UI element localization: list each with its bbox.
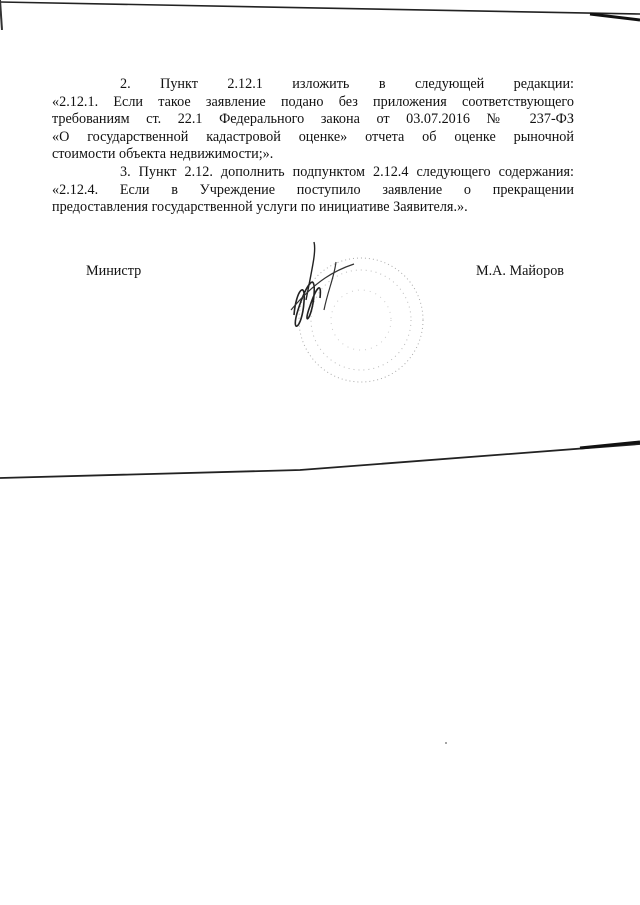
scan-edge-top — [0, 0, 640, 30]
text-line: «О государственной кадастровой оценке» отчета об оценке рыночной — [52, 128, 574, 145]
seal-and-signature-icon — [276, 240, 426, 390]
text-line: предоставления государственной услуги по инициативе Заявителя.». — [52, 199, 468, 216]
text-line: «2.12.1. Если такое заявление подано без приложения соответствующего — [52, 93, 574, 110]
text-line: стоимости объекта недвижимости;». — [52, 146, 274, 163]
text-line: 3. Пункт 2.12. дополнить подпунктом 2.12.4 следующего содержания: — [120, 163, 574, 180]
signatory-name: М.А. Майоров — [476, 263, 564, 279]
text-line: 2. Пункт 2.12.1 изложить в следующей редакции: — [120, 76, 574, 92]
text-line: «2.12.4. Если в Учреждение поступило заявление о прекращении — [52, 181, 574, 198]
scan-edge-bottom — [0, 430, 640, 490]
document-body — [52, 76, 574, 217]
signatory-position: Министр — [86, 263, 142, 279]
text-line: требованиям ст. 22.1 Федерального закона от 03.07.2016 № 237-ФЗ — [52, 111, 574, 128]
paragraph-2 — [52, 76, 574, 164]
scan-speck — [445, 742, 447, 744]
paragraph-3 — [52, 163, 574, 217]
